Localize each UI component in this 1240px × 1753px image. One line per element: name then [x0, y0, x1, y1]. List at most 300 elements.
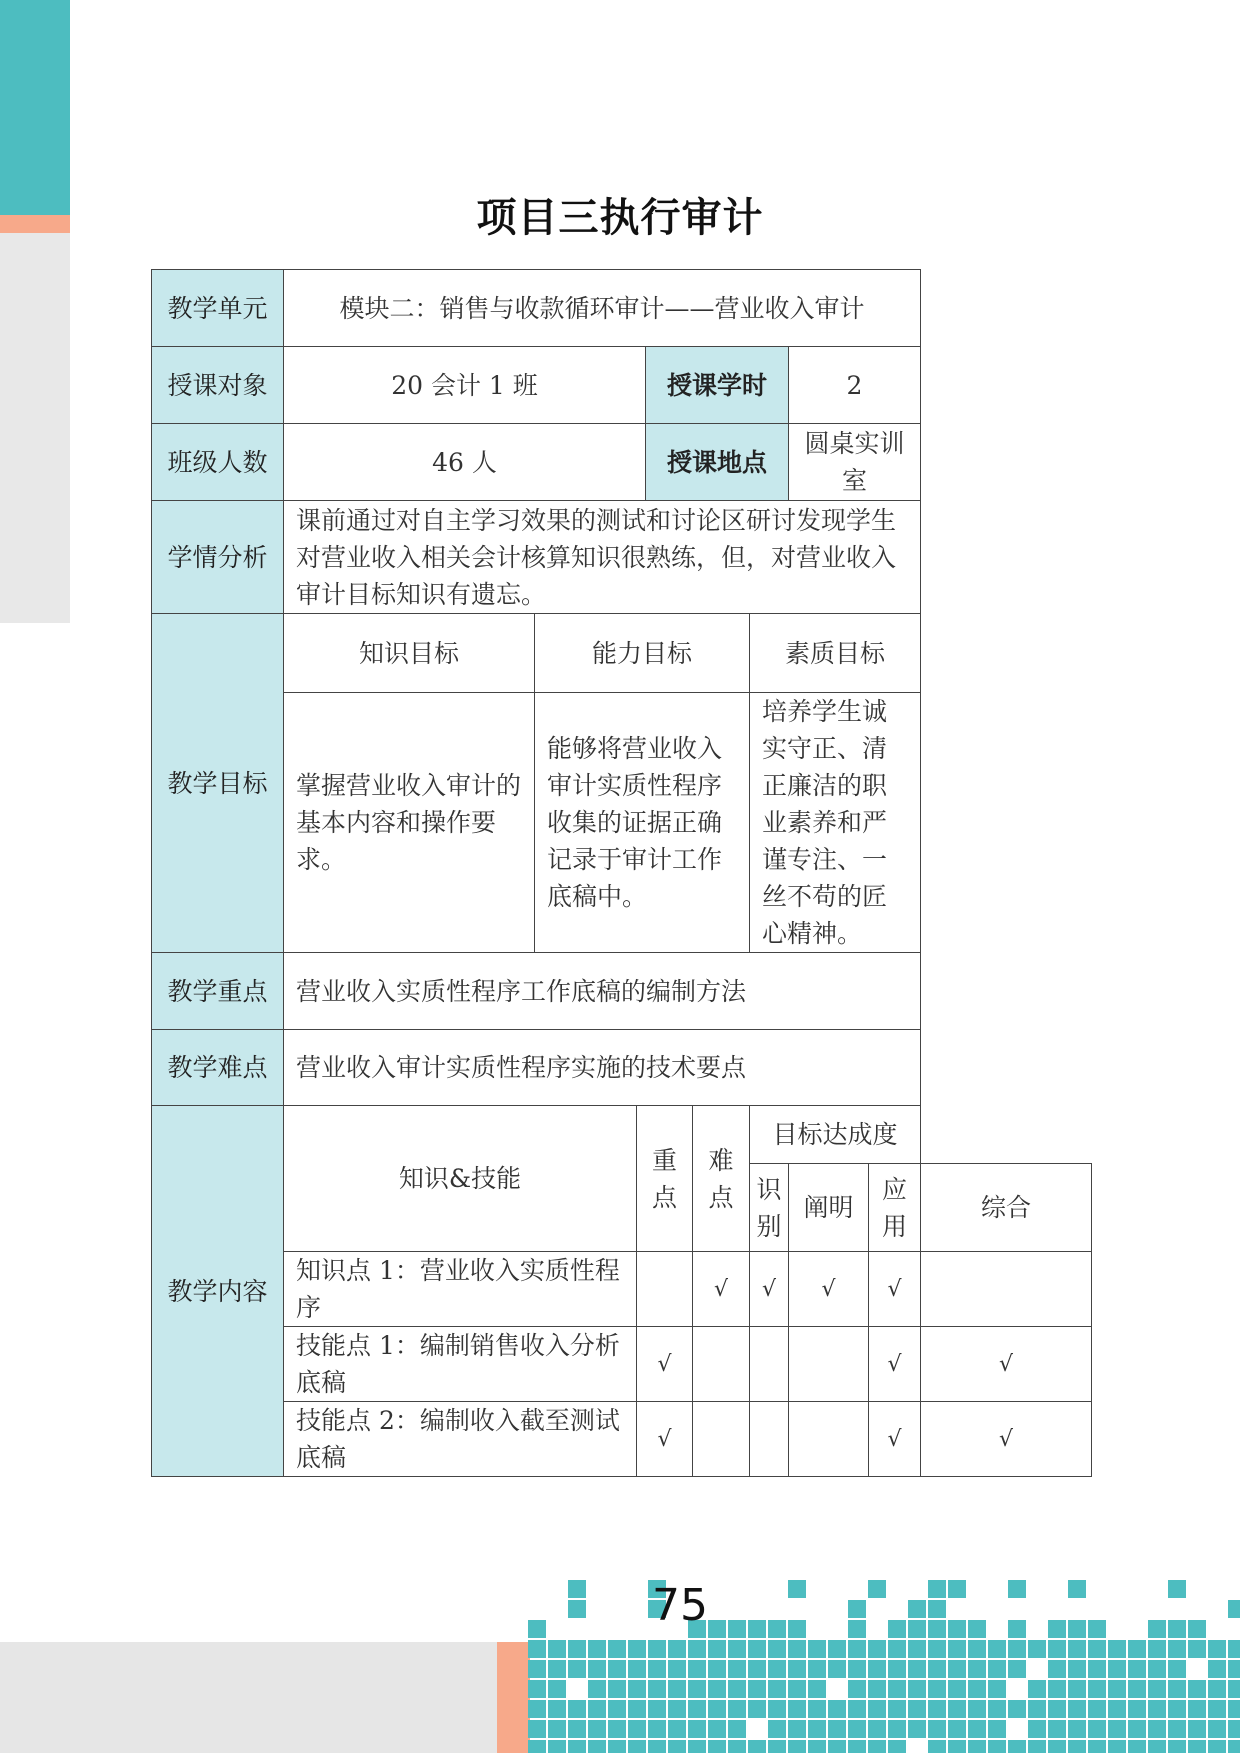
mosaic-tile — [708, 1680, 726, 1698]
quality-objective: 培养学生诚实守正、清正廉洁的职业素养和严谨专注、一丝不苟的匠心精神。 — [750, 693, 921, 953]
mosaic-tile — [728, 1740, 746, 1753]
difficult-header: 难点 — [693, 1106, 750, 1252]
mosaic-tile — [528, 1640, 546, 1658]
mosaic-tile — [808, 1700, 826, 1718]
mosaic-tile — [1148, 1700, 1166, 1718]
mosaic-tile — [888, 1660, 906, 1678]
mosaic-tile — [1208, 1640, 1226, 1658]
mosaic-tile — [628, 1660, 646, 1678]
apply-check: √ — [869, 1402, 921, 1477]
mosaic-tile — [568, 1580, 586, 1598]
mosaic-tile — [1208, 1700, 1226, 1718]
lesson-plan-table — [151, 269, 1092, 1477]
mosaic-tile — [1228, 1740, 1240, 1753]
mosaic-tile — [1188, 1680, 1206, 1698]
mosaic-tile — [788, 1620, 806, 1638]
row-objectives-body — [152, 693, 1092, 953]
mosaic-tile — [688, 1700, 706, 1718]
mosaic-tile — [968, 1740, 986, 1753]
mosaic-tile — [1108, 1740, 1126, 1753]
row-audience — [152, 347, 1092, 424]
mosaic-tile — [728, 1620, 746, 1638]
mosaic-tile — [1068, 1580, 1086, 1598]
mosaic-tile — [548, 1660, 566, 1678]
mosaic-tile — [588, 1740, 606, 1753]
mosaic-tile — [1048, 1680, 1066, 1698]
mosaic-tile — [588, 1680, 606, 1698]
teal-mosaic-decoration — [528, 1580, 1240, 1753]
mosaic-tile — [648, 1700, 666, 1718]
mosaic-tile — [1228, 1640, 1240, 1658]
skill-header: 知识&技能 — [284, 1106, 637, 1252]
mosaic-tile — [668, 1680, 686, 1698]
mosaic-tile — [1128, 1640, 1146, 1658]
mosaic-tile — [908, 1600, 926, 1618]
mosaic-tile — [948, 1620, 966, 1638]
mosaic-tile — [1228, 1660, 1240, 1678]
mosaic-tile — [1068, 1660, 1086, 1678]
mosaic-tile — [668, 1700, 686, 1718]
content-item-name: 技能点 1：编制销售收入分析底稿 — [284, 1327, 637, 1402]
mosaic-tile — [568, 1720, 586, 1738]
mosaic-tile — [768, 1700, 786, 1718]
mosaic-tile — [1148, 1720, 1166, 1738]
apply-header: 应用 — [869, 1164, 921, 1252]
mosaic-tile — [828, 1640, 846, 1658]
mosaic-tile — [668, 1720, 686, 1738]
mosaic-tile — [808, 1740, 826, 1753]
mosaic-tile — [788, 1680, 806, 1698]
mosaic-tile — [1168, 1720, 1186, 1738]
mosaic-tile — [908, 1640, 926, 1658]
mosaic-tile — [728, 1640, 746, 1658]
mosaic-tile — [528, 1720, 546, 1738]
mosaic-tile — [528, 1620, 546, 1638]
teal-corner-bar — [0, 0, 70, 215]
mosaic-tile — [1008, 1640, 1026, 1658]
mosaic-tile — [1168, 1700, 1186, 1718]
key-check: √ — [637, 1402, 693, 1477]
mosaic-tile — [868, 1720, 886, 1738]
mosaic-tile — [968, 1640, 986, 1658]
mosaic-tile — [1208, 1720, 1226, 1738]
mosaic-tile — [628, 1700, 646, 1718]
table-row — [152, 1402, 1092, 1477]
mosaic-tile — [1188, 1740, 1206, 1753]
difficulty-label: 教学难点 — [152, 1030, 284, 1106]
mosaic-tile — [688, 1720, 706, 1738]
mosaic-tile — [908, 1720, 926, 1738]
analysis-value: 课前通过对自主学习效果的测试和讨论区研讨发现学生对营业收入相关会计核算知识很熟练，但，对营业收入审计目标知识有遗忘。 — [284, 501, 921, 614]
grey-side-bar — [0, 233, 70, 623]
mosaic-tile — [1208, 1660, 1226, 1678]
mosaic-tile — [888, 1720, 906, 1738]
location-value: 圆桌实训室 — [789, 424, 921, 501]
mosaic-tile — [828, 1700, 846, 1718]
mosaic-tile — [808, 1660, 826, 1678]
mosaic-tile — [808, 1680, 826, 1698]
mosaic-tile — [928, 1680, 946, 1698]
mosaic-tile — [828, 1660, 846, 1678]
mosaic-tile — [1228, 1700, 1240, 1718]
mosaic-tile — [1088, 1740, 1106, 1753]
mosaic-tile — [1168, 1580, 1186, 1598]
mosaic-tile — [1108, 1720, 1126, 1738]
apply-check: √ — [869, 1252, 921, 1327]
mosaic-tile — [768, 1680, 786, 1698]
mosaic-tile — [1128, 1740, 1146, 1753]
mosaic-tile — [788, 1580, 806, 1598]
mosaic-tile — [988, 1700, 1006, 1718]
mosaic-tile — [528, 1740, 546, 1753]
mosaic-tile — [688, 1660, 706, 1678]
mosaic-tile — [628, 1740, 646, 1753]
mosaic-tile — [1188, 1720, 1206, 1738]
analysis-label: 学情分析 — [152, 501, 284, 614]
mosaic-tile — [748, 1700, 766, 1718]
mosaic-tile — [1148, 1680, 1166, 1698]
mosaic-tile — [768, 1620, 786, 1638]
mosaic-tile — [1228, 1720, 1240, 1738]
class-size-label: 班级人数 — [152, 424, 284, 501]
mosaic-tile — [1068, 1640, 1086, 1658]
objectives-label: 教学目标 — [152, 614, 284, 953]
mosaic-tile — [1008, 1620, 1026, 1638]
mosaic-tile — [748, 1620, 766, 1638]
mosaic-tile — [1108, 1660, 1126, 1678]
mosaic-tile — [608, 1720, 626, 1738]
key-header: 重点 — [637, 1106, 693, 1252]
mosaic-tile — [1228, 1600, 1240, 1618]
mosaic-tile — [988, 1680, 1006, 1698]
mosaic-tile — [1168, 1660, 1186, 1678]
mosaic-tile — [908, 1680, 926, 1698]
ability-objective-header: 能力目标 — [535, 614, 750, 693]
mosaic-tile — [668, 1660, 686, 1678]
mosaic-tile — [928, 1620, 946, 1638]
mosaic-tile — [688, 1640, 706, 1658]
mosaic-tile — [768, 1640, 786, 1658]
key-point-value: 营业收入实质性程序工作底稿的编制方法 — [284, 953, 921, 1030]
mosaic-tile — [948, 1700, 966, 1718]
mosaic-tile — [1228, 1680, 1240, 1698]
mosaic-tile — [568, 1640, 586, 1658]
mosaic-tile — [848, 1720, 866, 1738]
mosaic-tile — [1128, 1660, 1146, 1678]
mosaic-tile — [708, 1660, 726, 1678]
synthesize-check: √ — [921, 1327, 1092, 1402]
mosaic-tile — [928, 1740, 946, 1753]
mosaic-tile — [1148, 1660, 1166, 1678]
mosaic-tile — [748, 1680, 766, 1698]
mosaic-tile — [648, 1720, 666, 1738]
mosaic-tile — [528, 1660, 546, 1678]
mosaic-tile — [988, 1740, 1006, 1753]
knowledge-objective: 掌握营业收入审计的基本内容和操作要求。 — [284, 693, 535, 953]
mosaic-tile — [1188, 1620, 1206, 1638]
mosaic-tile — [1128, 1680, 1146, 1698]
mosaic-tile — [688, 1740, 706, 1753]
mosaic-tile — [848, 1740, 866, 1753]
mosaic-tile — [988, 1640, 1006, 1658]
explain-header: 阐明 — [789, 1164, 869, 1252]
mosaic-tile — [1068, 1700, 1086, 1718]
mosaic-tile — [788, 1720, 806, 1738]
table-row — [152, 1327, 1092, 1402]
mosaic-tile — [968, 1700, 986, 1718]
mosaic-tile — [1068, 1620, 1086, 1638]
mosaic-tile — [708, 1640, 726, 1658]
mosaic-tile — [928, 1720, 946, 1738]
mosaic-tile — [668, 1640, 686, 1658]
row-content-header-1 — [152, 1106, 1092, 1164]
mosaic-tile — [708, 1740, 726, 1753]
mosaic-tile — [868, 1680, 886, 1698]
mosaic-tile — [588, 1720, 606, 1738]
mosaic-tile — [1048, 1720, 1066, 1738]
mosaic-tile — [588, 1660, 606, 1678]
mosaic-tile — [1088, 1660, 1106, 1678]
mosaic-tile — [608, 1640, 626, 1658]
mosaic-tile — [788, 1660, 806, 1678]
mosaic-tile — [788, 1640, 806, 1658]
target-header: 目标达成度 — [750, 1106, 921, 1164]
mosaic-tile — [1088, 1700, 1106, 1718]
row-analysis — [152, 501, 1092, 614]
mosaic-tile — [848, 1620, 866, 1638]
mosaic-tile — [608, 1740, 626, 1753]
mosaic-tile — [728, 1680, 746, 1698]
mosaic-tile — [848, 1600, 866, 1618]
mosaic-tile — [588, 1640, 606, 1658]
page-title: 项目三执行审计 — [476, 195, 764, 241]
synthesize-header: 综合 — [921, 1164, 1092, 1252]
apply-check: √ — [869, 1327, 921, 1402]
mosaic-tile — [968, 1680, 986, 1698]
mosaic-tile — [628, 1680, 646, 1698]
mosaic-tile — [568, 1740, 586, 1753]
mosaic-tile — [1088, 1680, 1106, 1698]
content-item-name: 技能点 2：编制收入截至测试底稿 — [284, 1402, 637, 1477]
mosaic-tile — [948, 1660, 966, 1678]
unit-value: 模块二：销售与收款循环审计——营业收入审计 — [284, 270, 921, 347]
difficult-check — [693, 1327, 750, 1402]
mosaic-tile — [908, 1620, 926, 1638]
identify-check — [750, 1402, 789, 1477]
mosaic-tile — [848, 1660, 866, 1678]
mosaic-tile — [688, 1680, 706, 1698]
mosaic-tile — [1008, 1580, 1026, 1598]
identify-check — [750, 1327, 789, 1402]
explain-check: √ — [789, 1252, 869, 1327]
mosaic-tile — [1068, 1740, 1086, 1753]
mosaic-tile — [548, 1640, 566, 1658]
mosaic-tile — [528, 1700, 546, 1718]
mosaic-tile — [1128, 1720, 1146, 1738]
audience-label: 授课对象 — [152, 347, 284, 424]
row-unit — [152, 270, 1092, 347]
mosaic-tile — [948, 1640, 966, 1658]
mosaic-tile — [928, 1660, 946, 1678]
mosaic-tile — [828, 1720, 846, 1738]
table-row — [152, 1252, 1092, 1327]
mosaic-tile — [888, 1740, 906, 1753]
mosaic-tile — [748, 1640, 766, 1658]
mosaic-tile — [788, 1740, 806, 1753]
grey-footer-band — [0, 1642, 500, 1753]
mosaic-tile — [1028, 1680, 1046, 1698]
explain-check — [789, 1327, 869, 1402]
mosaic-tile — [968, 1720, 986, 1738]
mosaic-tile — [708, 1700, 726, 1718]
mosaic-tile — [648, 1680, 666, 1698]
row-key-point — [152, 953, 1092, 1030]
content-label: 教学内容 — [152, 1106, 284, 1477]
mosaic-tile — [1168, 1620, 1186, 1638]
key-check — [637, 1252, 693, 1327]
mosaic-tile — [548, 1740, 566, 1753]
mosaic-tile — [1068, 1680, 1086, 1698]
mosaic-tile — [708, 1720, 726, 1738]
mosaic-tile — [1048, 1740, 1066, 1753]
mosaic-tile — [1168, 1740, 1186, 1753]
mosaic-tile — [848, 1700, 866, 1718]
mosaic-tile — [988, 1720, 1006, 1738]
mosaic-tile — [868, 1640, 886, 1658]
mosaic-tile — [868, 1660, 886, 1678]
mosaic-tile — [788, 1700, 806, 1718]
mosaic-tile — [548, 1700, 566, 1718]
mosaic-tile — [828, 1740, 846, 1753]
explain-check — [789, 1402, 869, 1477]
mosaic-tile — [968, 1660, 986, 1678]
mosaic-tile — [808, 1640, 826, 1658]
mosaic-tile — [1088, 1620, 1106, 1638]
mosaic-tile — [1148, 1640, 1166, 1658]
unit-label: 教学单元 — [152, 270, 284, 347]
difficulty-value: 营业收入审计实质性程序实施的技术要点 — [284, 1030, 921, 1106]
mosaic-tile — [888, 1620, 906, 1638]
mosaic-tile — [728, 1720, 746, 1738]
mosaic-tile — [1208, 1680, 1226, 1698]
row-class-size — [152, 424, 1092, 501]
content-item-name: 知识点 1：营业收入实质性程序 — [284, 1252, 637, 1327]
mosaic-tile — [768, 1740, 786, 1753]
mosaic-tile — [648, 1740, 666, 1753]
mosaic-tile — [928, 1600, 946, 1618]
mosaic-tile — [568, 1600, 586, 1618]
mosaic-tile — [1028, 1640, 1046, 1658]
mosaic-tile — [528, 1680, 546, 1698]
mosaic-tile — [1028, 1740, 1046, 1753]
difficult-check — [693, 1402, 750, 1477]
row-difficulty — [152, 1030, 1092, 1106]
mosaic-tile — [1088, 1720, 1106, 1738]
mosaic-tile — [1148, 1620, 1166, 1638]
mosaic-tile — [1088, 1640, 1106, 1658]
key-check: √ — [637, 1327, 693, 1402]
mosaic-tile — [668, 1740, 686, 1753]
mosaic-tile — [948, 1720, 966, 1738]
identify-check: √ — [750, 1252, 789, 1327]
mosaic-tile — [1128, 1700, 1146, 1718]
mosaic-tile — [588, 1700, 606, 1718]
mosaic-tile — [628, 1640, 646, 1658]
mosaic-tile — [928, 1700, 946, 1718]
class-size-value: 46 人 — [284, 424, 646, 501]
synthesize-check — [921, 1252, 1092, 1327]
mosaic-tile — [608, 1680, 626, 1698]
mosaic-tile — [1148, 1740, 1166, 1753]
mosaic-tile — [1108, 1680, 1126, 1698]
ability-objective: 能够将营业收入审计实质性程序收集的证据正确记录于审计工作底稿中。 — [535, 693, 750, 953]
mosaic-tile — [1108, 1700, 1126, 1718]
mosaic-tile — [848, 1640, 866, 1658]
mosaic-tile — [908, 1700, 926, 1718]
mosaic-tile — [1048, 1700, 1066, 1718]
mosaic-tile — [1108, 1640, 1126, 1658]
mosaic-tile — [648, 1640, 666, 1658]
mosaic-tile — [1048, 1660, 1066, 1678]
location-label: 授课地点 — [646, 424, 789, 501]
mosaic-tile — [908, 1660, 926, 1678]
mosaic-tile — [568, 1700, 586, 1718]
mosaic-tile — [808, 1720, 826, 1738]
mosaic-tile — [948, 1740, 966, 1753]
mosaic-tile — [548, 1720, 566, 1738]
mosaic-tile — [1168, 1640, 1186, 1658]
row-objectives-header — [152, 614, 1092, 693]
page-number: 75 — [652, 1580, 708, 1631]
mosaic-tile — [1068, 1720, 1086, 1738]
mosaic-tile — [608, 1700, 626, 1718]
mosaic-tile — [568, 1660, 586, 1678]
knowledge-objective-header: 知识目标 — [284, 614, 535, 693]
hours-value: 2 — [789, 347, 921, 424]
mosaic-tile — [728, 1660, 746, 1678]
mosaic-tile — [1188, 1700, 1206, 1718]
mosaic-tile — [1008, 1740, 1026, 1753]
mosaic-tile — [728, 1700, 746, 1718]
identify-header: 识别 — [750, 1164, 789, 1252]
mosaic-tile — [1208, 1740, 1226, 1753]
synthesize-check: √ — [921, 1402, 1092, 1477]
mosaic-tile — [628, 1720, 646, 1738]
mosaic-tile — [888, 1680, 906, 1698]
mosaic-tile — [1028, 1700, 1046, 1718]
mosaic-tile — [768, 1720, 786, 1738]
mosaic-tile — [748, 1740, 766, 1753]
quality-objective-header: 素质目标 — [750, 614, 921, 693]
mosaic-tile — [948, 1680, 966, 1698]
mosaic-tile — [888, 1640, 906, 1658]
mosaic-tile — [988, 1660, 1006, 1678]
difficult-check: √ — [693, 1252, 750, 1327]
audience-value: 20 会计 1 班 — [284, 347, 646, 424]
mosaic-tile — [1008, 1700, 1026, 1718]
mosaic-tile — [1048, 1620, 1066, 1638]
mosaic-tile — [928, 1640, 946, 1658]
mosaic-tile — [1168, 1680, 1186, 1698]
hours-label: 授课学时 — [646, 347, 789, 424]
mosaic-tile — [608, 1660, 626, 1678]
mosaic-tile — [868, 1580, 886, 1598]
mosaic-tile — [748, 1660, 766, 1678]
mosaic-tile — [1188, 1640, 1206, 1658]
mosaic-tile — [888, 1700, 906, 1718]
mosaic-tile — [1008, 1660, 1026, 1678]
mosaic-tile — [768, 1660, 786, 1678]
